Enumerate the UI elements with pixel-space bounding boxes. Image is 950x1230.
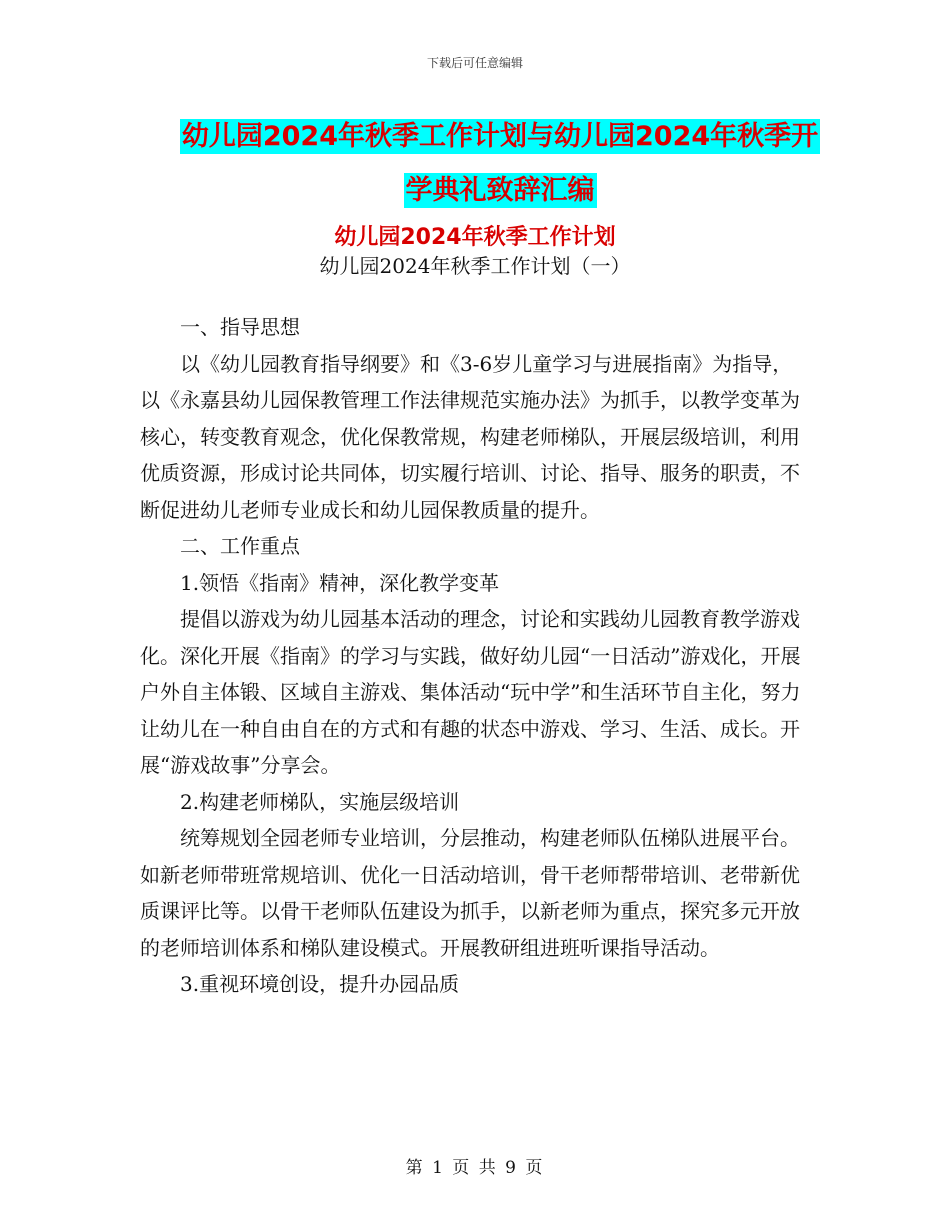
sub-title: 幼儿园2024年秋季工作计划（一） bbox=[319, 254, 631, 278]
paragraph-1: 提倡以游戏为幼儿园基本活动的理念，讨论和实践幼儿园教育教学游戏化。深化开展《指南》的学习与实践，做好幼儿园“一日活动”游戏化，开展户外自主体锻、区域自主游戏、集体活动“玩中学”和生活环节自主化，努力让幼儿在一种自由自在的方式和有趣的状态中游戏、学习、生活、成长。开展“游戏故事”分享会。 bbox=[140, 607, 801, 777]
heading-work-focus: 二、工作重点 bbox=[180, 534, 300, 558]
subheading-3: 3.重视环境创设，提升办园品质 bbox=[180, 972, 460, 996]
subheading-1: 1.领悟《指南》精神，深化教学变革 bbox=[180, 570, 500, 595]
main-title bbox=[140, 110, 860, 218]
subheading-2: 2.构建老师梯队，实施层级培训 bbox=[180, 789, 460, 814]
body-text bbox=[140, 309, 812, 1003]
heading-guiding-thought: 一、指导思想 bbox=[180, 315, 300, 339]
main-title-line1: 幼儿园2024年秋季工作计划与幼儿园2024年秋季开 bbox=[181, 121, 819, 152]
paragraph-2: 统筹规划全园老师专业培训，分层推动，构建老师队伍梯队进展平台。如新老师带班常规培训、优化一日活动培训，骨干老师帮带培训、老带新优质课评比等。以骨干老师队伍建设为抓手，以新老师为重点，探究多元开放的老师培训体系和梯队建设模式。开展教研组进班听课指导活动。 bbox=[140, 826, 800, 960]
paragraph-guiding-thought: 以《幼儿园教育指导纲要》和《3-6岁儿童学习与进展指南》为指导，以《永嘉县幼儿园保教管理工作法律规范实施办法》为抓手，以教学变革为核心，转变教育观念，优化保教常规，构建老师梯队，开展层级培训，利用优质资源，形成讨论共同体，切实履行培训、讨论、指导、服务的职责，不断促进幼儿老师专业成长和幼儿园保教质量的提升。 bbox=[140, 351, 800, 522]
main-title-line2: 学典礼致辞汇编 bbox=[405, 175, 595, 206]
header-note: 下载后可任意编辑 bbox=[426, 56, 523, 70]
section-title: 幼儿园2024年秋季工作计划 bbox=[334, 225, 616, 250]
page-footer: 第 1 页 共 9 页 bbox=[405, 1158, 545, 1178]
